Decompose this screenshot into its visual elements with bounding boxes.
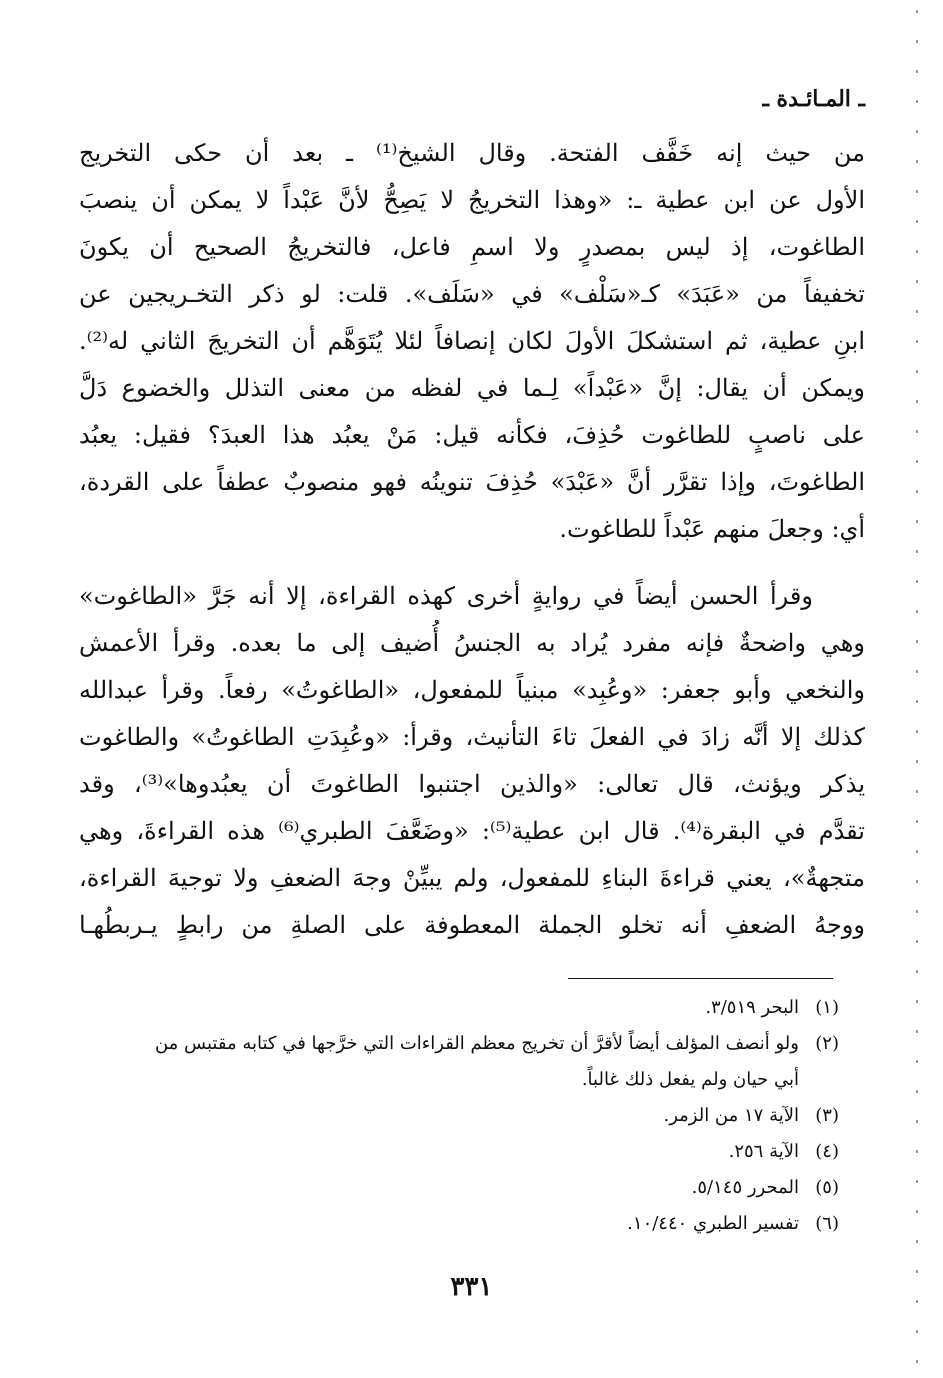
edge-tick <box>916 460 918 463</box>
edge-tick <box>916 190 918 193</box>
footnote-number: (٢) <box>815 1033 839 1054</box>
footnote-text: ولو أنصف المؤلف أيضاً لأقرَّ أن تخريج معظم القراءات التي خرَّجها في كتابه مقتبس من <box>154 1033 799 1054</box>
footnote-5 <box>99 1170 839 1206</box>
footnote-number: (٣) <box>815 1105 839 1126</box>
edge-tick <box>916 550 918 553</box>
main-text <box>79 130 865 949</box>
edge-tick <box>916 310 918 313</box>
text-line: أي: وجعلَ منهم عَبْداً للطاغوت. <box>559 515 865 543</box>
edge-tick <box>916 520 918 523</box>
edge-tick <box>916 160 918 163</box>
edge-tick <box>916 790 918 793</box>
edge-tick <box>916 1270 918 1273</box>
footnote-4 <box>99 1134 839 1170</box>
text-line: وهي واضحةٌ فإنه مفرد يُراد به الجنسُ أُضيف إلى ما بعده. وقرأ الأعمش <box>79 629 865 657</box>
footnote-2 <box>99 1026 839 1098</box>
footnote-1 <box>99 990 839 1026</box>
text-line: ابنِ عطية، ثم استشكلَ الأولَ لكان إنصافاً لئلا يُتَوَهَّم أن التخريجَ الثاني له⁽²⁾. <box>79 327 865 355</box>
text-line: من حيث إنه خَفَّف الفتحة. وقال الشيخ⁽¹⁾ ـ بعد أن حكى التخريج <box>79 139 865 167</box>
footnote-number: (٥) <box>815 1177 839 1198</box>
edge-tick <box>916 1240 918 1243</box>
edge-tick <box>916 850 918 853</box>
footnote-6 <box>99 1206 839 1242</box>
page-number: ٣٣١ <box>450 1272 493 1302</box>
edge-tick <box>916 100 918 103</box>
text-line: الأول عن ابن عطية ـ: «وهذا التخريجُ لا يَصِحُّ لأنَّ عَبْداً لا يمكن أن ينصبَ <box>79 186 865 214</box>
edge-tick <box>916 1060 918 1063</box>
edge-tick <box>916 910 918 913</box>
edge-tick <box>916 1180 918 1183</box>
edge-tick <box>916 820 918 823</box>
edge-tick <box>916 1360 918 1363</box>
edge-tick <box>916 280 918 283</box>
text-line: ويمكن أن يقال: إنَّ «عَبْداً» لِـما في لفظه من معنى التذلل والخضوع دَلَّ <box>79 374 865 402</box>
footnote-text: البحر ٣/٥١٩. <box>705 997 799 1018</box>
edge-tick <box>916 670 918 673</box>
edge-tick <box>916 490 918 493</box>
edge-tick <box>916 220 918 223</box>
edge-tick <box>916 1030 918 1033</box>
edge-tick <box>916 940 918 943</box>
paragraph-spacer <box>79 553 865 573</box>
text-line: الطاغوتَ، وإذا تقرَّر أنَّ «عَبْدَ» حُذِفَ تنوينُه فهو منصوبٌ عطفاً على القردة، <box>79 468 865 496</box>
footnote-separator <box>568 978 833 979</box>
footnote-text: الآية ٢٥٦. <box>728 1141 799 1162</box>
edge-tick <box>916 880 918 883</box>
edge-tick <box>916 340 918 343</box>
edge-tick <box>916 250 918 253</box>
footnote-text: أبي حيان ولم يفعل ذلك غالباً. <box>581 1069 799 1090</box>
edge-tick <box>916 700 918 703</box>
edge-tick <box>916 70 918 73</box>
edge-tick <box>916 1330 918 1333</box>
edge-tick <box>916 1090 918 1093</box>
edge-tick <box>916 580 918 583</box>
edge-tick <box>916 130 918 133</box>
text-line: تخفيفاً من «عَبَدَ» كـ«سَلْف» في «سَلَف». قلت: لو ذكر التخـريجين عن <box>79 280 865 308</box>
edge-tick <box>916 40 918 43</box>
edge-tick <box>916 610 918 613</box>
text-line: تقدَّم في البقرة⁽⁴⁾. قال ابن عطية⁽⁵⁾: «وضَعَّفَ الطبري⁽⁶⁾ هذه القراءةَ، وهي <box>79 817 865 845</box>
running-header: ـ المـائـدة ـ <box>762 86 865 112</box>
paragraph-1 <box>79 130 865 553</box>
footnote-3 <box>99 1098 839 1134</box>
footnote-text: الآية ١٧ من الزمر. <box>663 1105 799 1126</box>
footnotes <box>99 990 839 1242</box>
edge-tick <box>916 640 918 643</box>
edge-tick <box>916 970 918 973</box>
edge-tick <box>916 370 918 373</box>
text-line: على ناصبٍ للطاغوت حُذِفَ، فكأنه قيل: مَنْ يعبُد هذا العبدَ؟ فقيل: يعبُد <box>79 421 865 449</box>
scan-edge-marks <box>914 0 920 1378</box>
text-line: متجهةٌ»، يعني قراءةَ البناءِ للمفعول، ولم يبيِّنْ وجهَ الضعفِ ولا توجيهَ القراءة، <box>79 864 865 892</box>
footnote-number: (٦) <box>815 1213 839 1234</box>
footnote-text: المحرر ٥/١٤٥. <box>691 1177 799 1198</box>
text-line: وقرأ الحسن أيضاً في روايةٍ أخرى كهذه القراءة، إلا أنه جَرَّ «الطاغوت» <box>79 582 813 610</box>
edge-tick <box>916 1150 918 1153</box>
text-line: ووجهُ الضعفِ أنه تخلو الجملة المعطوفة على الصلةِ من رابطٍ يـربطُهـا <box>79 911 865 939</box>
footnote-number: (٤) <box>815 1141 839 1162</box>
footnote-number: (١) <box>815 997 839 1018</box>
edge-tick <box>916 1210 918 1213</box>
edge-tick <box>916 10 918 13</box>
edge-tick <box>916 1120 918 1123</box>
text-line: يذكر ويؤنث، قال تعالى: «والذين اجتنبوا الطاغوتَ أن يعبُدوها»⁽³⁾، وقد <box>79 770 865 798</box>
edge-tick <box>916 730 918 733</box>
paragraph-2 <box>79 573 865 949</box>
edge-tick <box>916 760 918 763</box>
text-line: الطاغوت، إذ ليس بمصدرٍ ولا اسمِ فاعل، فالتخريجُ الصحيح أن يكونَ <box>79 233 865 261</box>
text-line: كذلك إلا أنَّه زادَ في الفعلَ تاءَ التأنيث، وقرأ: «وعُبِدَتِ الطاغوتُ» والطاغوت <box>79 723 865 751</box>
edge-tick <box>916 400 918 403</box>
edge-tick <box>916 1000 918 1003</box>
edge-tick <box>916 1300 918 1303</box>
footnote-text: تفسير الطبري ١٠/٤٤٠. <box>627 1213 799 1234</box>
text-line: والنخعي وأبو جعفر: «وعُبِد» مبنياً للمفعول، «الطاغوتُ» رفعاً. وقرأ عبدالله <box>79 676 865 704</box>
edge-tick <box>916 430 918 433</box>
